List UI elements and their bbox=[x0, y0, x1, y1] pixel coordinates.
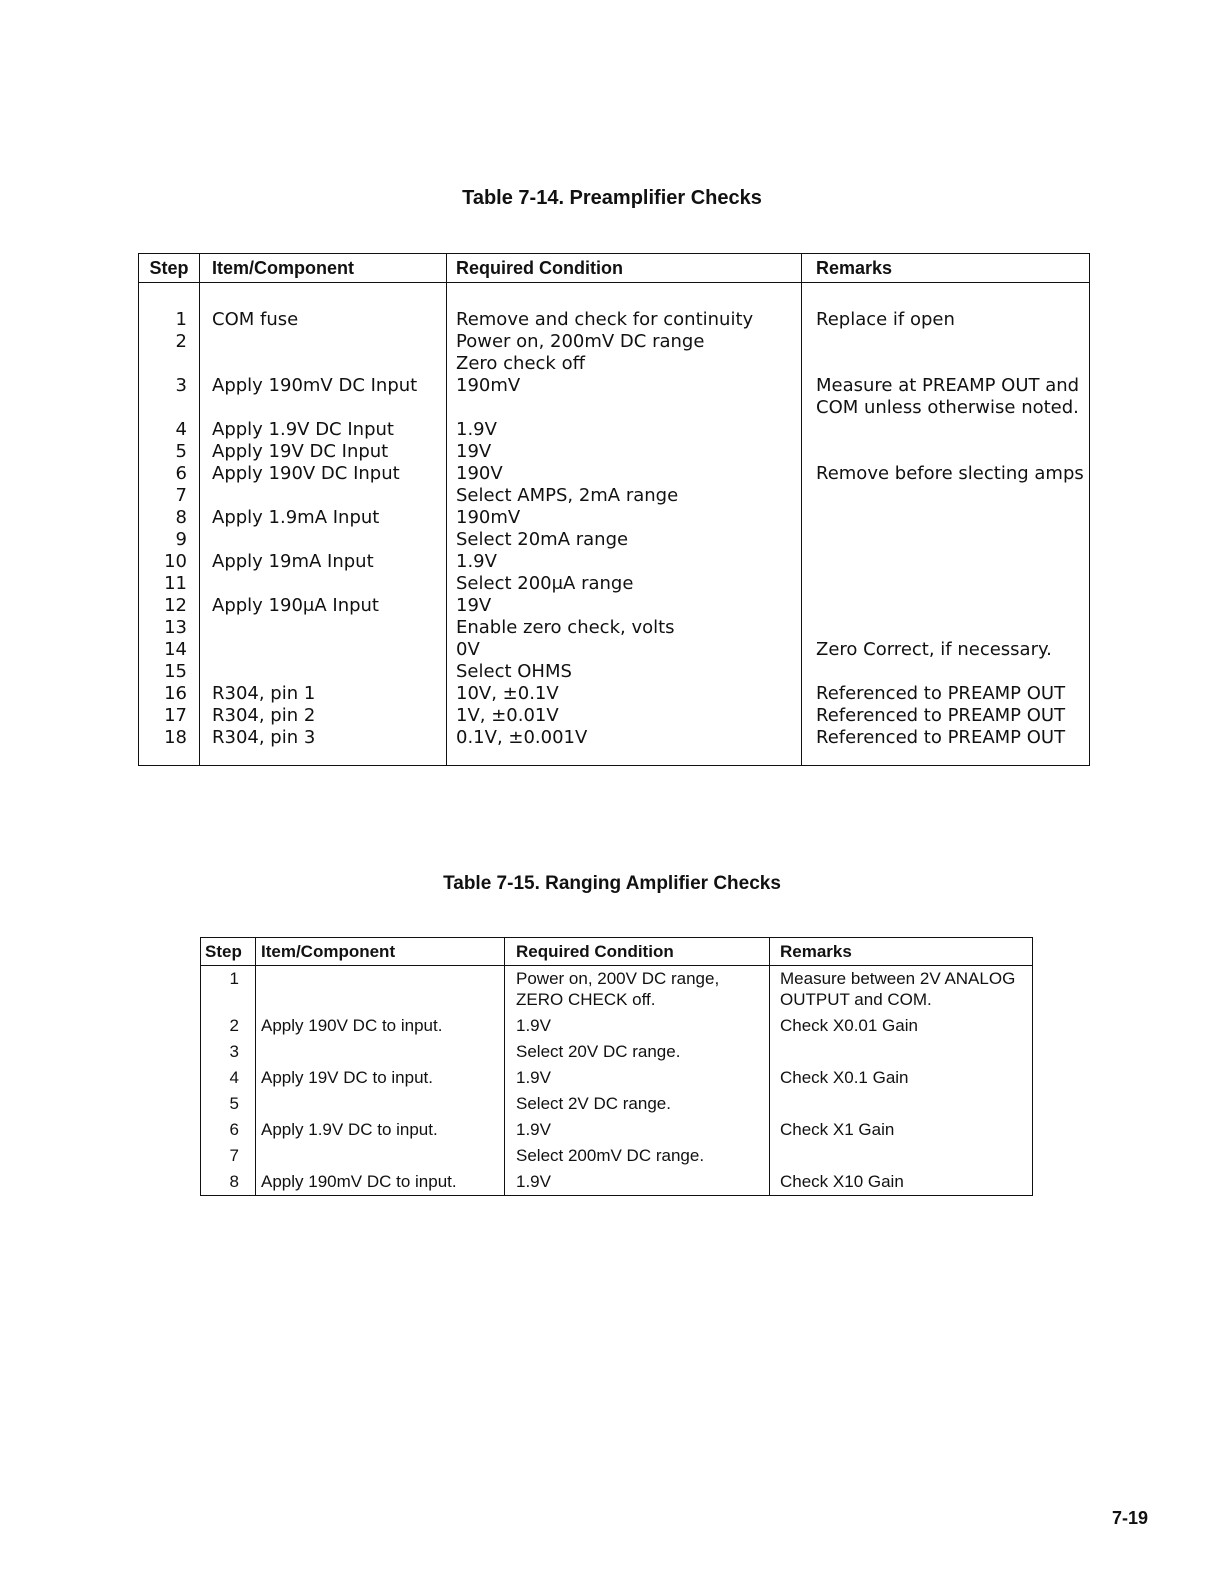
cell-required-condition: 19V bbox=[447, 441, 802, 463]
cell-item-component: R304, pin 2 bbox=[200, 705, 447, 727]
cell-required-condition: Select 20V DC range. bbox=[505, 1039, 770, 1065]
cell-step: 2 bbox=[175, 331, 187, 352]
cell-step: 14 bbox=[164, 639, 187, 660]
cell-step: 10 bbox=[164, 551, 187, 572]
cell-required-condition: 10V, ±0.1V bbox=[447, 683, 802, 705]
cell-remarks bbox=[802, 507, 1090, 529]
header-remarks: Remarks bbox=[770, 938, 1033, 966]
cell-remarks: Referenced to PREAMP OUT bbox=[802, 727, 1090, 766]
cell-required-condition: 1.9V bbox=[447, 551, 802, 573]
cell-step: 8 bbox=[229, 1172, 239, 1191]
cell-remarks bbox=[802, 331, 1090, 353]
table-15-caption: Table 7-15. Ranging Amplifier Checks bbox=[443, 873, 781, 894]
table-row bbox=[139, 331, 1090, 353]
table-row bbox=[139, 485, 1090, 507]
table-row bbox=[201, 1169, 1033, 1196]
cell-item-component: Apply 19V DC to input. bbox=[256, 1065, 505, 1091]
cell-required-condition: 190mV bbox=[447, 375, 802, 397]
cell-step bbox=[139, 353, 200, 375]
cell-item-component bbox=[200, 573, 447, 595]
cell-required-condition bbox=[447, 397, 802, 419]
cell-remarks: Replace if open bbox=[802, 283, 1090, 332]
cell-required-condition: Select 200μA range bbox=[447, 573, 802, 595]
cell-step: 16 bbox=[164, 683, 187, 704]
cell-required-condition: Select OHMS bbox=[447, 661, 802, 683]
cell-item-component: Apply 190μA Input bbox=[200, 595, 447, 617]
cell-item-component: Apply 190mV DC to input. bbox=[256, 1169, 505, 1196]
table-row bbox=[139, 419, 1090, 441]
cell-required-condition: 0.1V, ±0.001V bbox=[447, 727, 802, 766]
cell-step: 13 bbox=[164, 617, 187, 638]
cell-remarks: Check X10 Gain bbox=[770, 1169, 1033, 1196]
cell-remarks bbox=[802, 353, 1090, 375]
header-step: Step bbox=[201, 938, 256, 966]
cell-step: 5 bbox=[175, 441, 187, 462]
table-row bbox=[139, 463, 1090, 485]
cell-item-component bbox=[200, 331, 447, 353]
table-row bbox=[139, 683, 1090, 705]
cell-item-component bbox=[200, 617, 447, 639]
cell-item-component: Apply 190V DC to input. bbox=[256, 1013, 505, 1039]
table-row bbox=[201, 1039, 1033, 1065]
cell-item-component bbox=[200, 529, 447, 551]
cell-item-component: Apply 19V DC Input bbox=[200, 441, 447, 463]
cell-required-condition: 0V bbox=[447, 639, 802, 661]
cell-required-condition: Remove and check for continuity bbox=[447, 283, 802, 332]
cell-item-component: R304, pin 1 bbox=[200, 683, 447, 705]
cell-step: 11 bbox=[164, 573, 187, 594]
header-required-condition: Required Condition bbox=[505, 938, 770, 966]
cell-remarks bbox=[802, 595, 1090, 617]
header-step: Step bbox=[139, 254, 200, 283]
table-row bbox=[139, 639, 1090, 661]
cell-remarks: Referenced to PREAMP OUT bbox=[802, 705, 1090, 727]
cell-item-component bbox=[256, 966, 505, 1014]
table-row bbox=[201, 1143, 1033, 1169]
cell-remarks: Remove before slecting amps bbox=[802, 463, 1090, 485]
cell-step: 1 bbox=[175, 309, 187, 330]
cell-item-component bbox=[200, 661, 447, 683]
cell-required-condition: Power on, 200V DC range, ZERO CHECK off. bbox=[505, 966, 770, 1014]
cell-remarks bbox=[802, 661, 1090, 683]
cell-required-condition: Zero check off bbox=[447, 353, 802, 375]
cell-step: 9 bbox=[175, 529, 187, 550]
cell-item-component bbox=[200, 639, 447, 661]
cell-remarks: Zero Correct, if necessary. bbox=[802, 639, 1090, 661]
cell-remarks bbox=[770, 1039, 1033, 1065]
header-required-condition: Required Condition bbox=[447, 254, 802, 283]
table-row bbox=[139, 353, 1090, 375]
cell-remarks bbox=[802, 617, 1090, 639]
cell-item-component bbox=[200, 485, 447, 507]
table-row bbox=[139, 441, 1090, 463]
cell-required-condition: 1.9V bbox=[505, 1013, 770, 1039]
cell-remarks: Check X1 Gain bbox=[770, 1117, 1033, 1143]
cell-remarks bbox=[770, 1143, 1033, 1169]
cell-step: 3 bbox=[229, 1042, 239, 1061]
cell-item-component bbox=[200, 353, 447, 375]
cell-step: 5 bbox=[229, 1094, 239, 1113]
cell-step: 2 bbox=[229, 1016, 239, 1035]
cell-step: 6 bbox=[175, 463, 187, 484]
table-header-row bbox=[139, 254, 1090, 283]
cell-required-condition: Power on, 200mV DC range bbox=[447, 331, 802, 353]
cell-item-component bbox=[256, 1091, 505, 1117]
cell-required-condition: 190V bbox=[447, 463, 802, 485]
table-row bbox=[201, 1117, 1033, 1143]
cell-item-component: COM fuse bbox=[200, 283, 447, 332]
cell-item-component bbox=[256, 1143, 505, 1169]
cell-required-condition: 1.9V bbox=[505, 1117, 770, 1143]
table-row bbox=[139, 507, 1090, 529]
cell-remarks: Check X0.01 Gain bbox=[770, 1013, 1033, 1039]
table-row bbox=[201, 966, 1033, 1014]
cell-step: 6 bbox=[229, 1120, 239, 1139]
table-row bbox=[139, 705, 1090, 727]
cell-step bbox=[139, 397, 200, 419]
table-row bbox=[139, 573, 1090, 595]
table-row bbox=[139, 595, 1090, 617]
cell-required-condition: Select 20mA range bbox=[447, 529, 802, 551]
table-body bbox=[139, 283, 1090, 766]
cell-remarks bbox=[770, 1091, 1033, 1117]
cell-step: 4 bbox=[175, 419, 187, 440]
cell-step: 17 bbox=[164, 705, 187, 726]
cell-item-component: Apply 190mV DC Input bbox=[200, 375, 447, 397]
table-row bbox=[201, 1065, 1033, 1091]
table-row bbox=[139, 283, 1090, 332]
cell-step: 7 bbox=[229, 1146, 239, 1165]
table-row bbox=[201, 1013, 1033, 1039]
cell-required-condition: Enable zero check, volts bbox=[447, 617, 802, 639]
cell-item-component: Apply 190V DC Input bbox=[200, 463, 447, 485]
header-item-component: Item/Component bbox=[256, 938, 505, 966]
table-body bbox=[201, 966, 1033, 1196]
table-header-row bbox=[201, 938, 1033, 966]
cell-remarks bbox=[802, 529, 1090, 551]
cell-step: 7 bbox=[175, 485, 187, 506]
table-row bbox=[139, 375, 1090, 397]
table-14-caption: Table 7-14. Preamplifier Checks bbox=[462, 187, 762, 209]
cell-item-component: Apply 1.9V DC Input bbox=[200, 419, 447, 441]
cell-step: 8 bbox=[175, 507, 187, 528]
cell-item-component bbox=[200, 397, 447, 419]
table-row bbox=[139, 727, 1090, 766]
ranging-amplifier-checks-table bbox=[200, 937, 1033, 1196]
cell-required-condition: 1V, ±0.01V bbox=[447, 705, 802, 727]
cell-remarks bbox=[802, 573, 1090, 595]
header-item-component: Item/Component bbox=[200, 254, 447, 283]
cell-step: 1 bbox=[229, 969, 239, 988]
table-row bbox=[139, 551, 1090, 573]
table-row bbox=[139, 661, 1090, 683]
cell-step: 4 bbox=[229, 1068, 239, 1087]
cell-remarks: Measure between 2V ANALOG OUTPUT and COM. bbox=[770, 966, 1033, 1014]
table-row bbox=[139, 397, 1090, 419]
table-row bbox=[139, 529, 1090, 551]
cell-remarks bbox=[802, 441, 1090, 463]
cell-remarks: Check X0.1 Gain bbox=[770, 1065, 1033, 1091]
cell-item-component bbox=[256, 1039, 505, 1065]
cell-item-component: R304, pin 3 bbox=[200, 727, 447, 766]
cell-required-condition: Select 200mV DC range. bbox=[505, 1143, 770, 1169]
cell-step: 3 bbox=[175, 375, 187, 396]
page-number: 7-19 bbox=[1111, 1508, 1148, 1528]
preamplifier-checks-table bbox=[138, 253, 1090, 766]
cell-required-condition: 19V bbox=[447, 595, 802, 617]
cell-required-condition: Select AMPS, 2mA range bbox=[447, 485, 802, 507]
cell-step: 15 bbox=[164, 661, 187, 682]
cell-required-condition: 1.9V bbox=[447, 419, 802, 441]
cell-remarks bbox=[802, 485, 1090, 507]
cell-step: 12 bbox=[164, 595, 187, 616]
cell-required-condition: 190mV bbox=[447, 507, 802, 529]
cell-remarks bbox=[802, 551, 1090, 573]
cell-item-component: Apply 1.9V DC to input. bbox=[256, 1117, 505, 1143]
cell-required-condition: Select 2V DC range. bbox=[505, 1091, 770, 1117]
table-row bbox=[139, 617, 1090, 639]
cell-remarks: Measure at PREAMP OUT and bbox=[802, 375, 1090, 397]
cell-required-condition: 1.9V bbox=[505, 1169, 770, 1196]
cell-remarks bbox=[802, 419, 1090, 441]
cell-step: 18 bbox=[164, 727, 187, 748]
cell-remarks: COM unless otherwise noted. bbox=[802, 397, 1090, 419]
cell-item-component: Apply 19mA Input bbox=[200, 551, 447, 573]
cell-item-component: Apply 1.9mA Input bbox=[200, 507, 447, 529]
cell-remarks: Referenced to PREAMP OUT bbox=[802, 683, 1090, 705]
table-row bbox=[201, 1091, 1033, 1117]
cell-required-condition: 1.9V bbox=[505, 1065, 770, 1091]
header-remarks: Remarks bbox=[802, 254, 1090, 283]
